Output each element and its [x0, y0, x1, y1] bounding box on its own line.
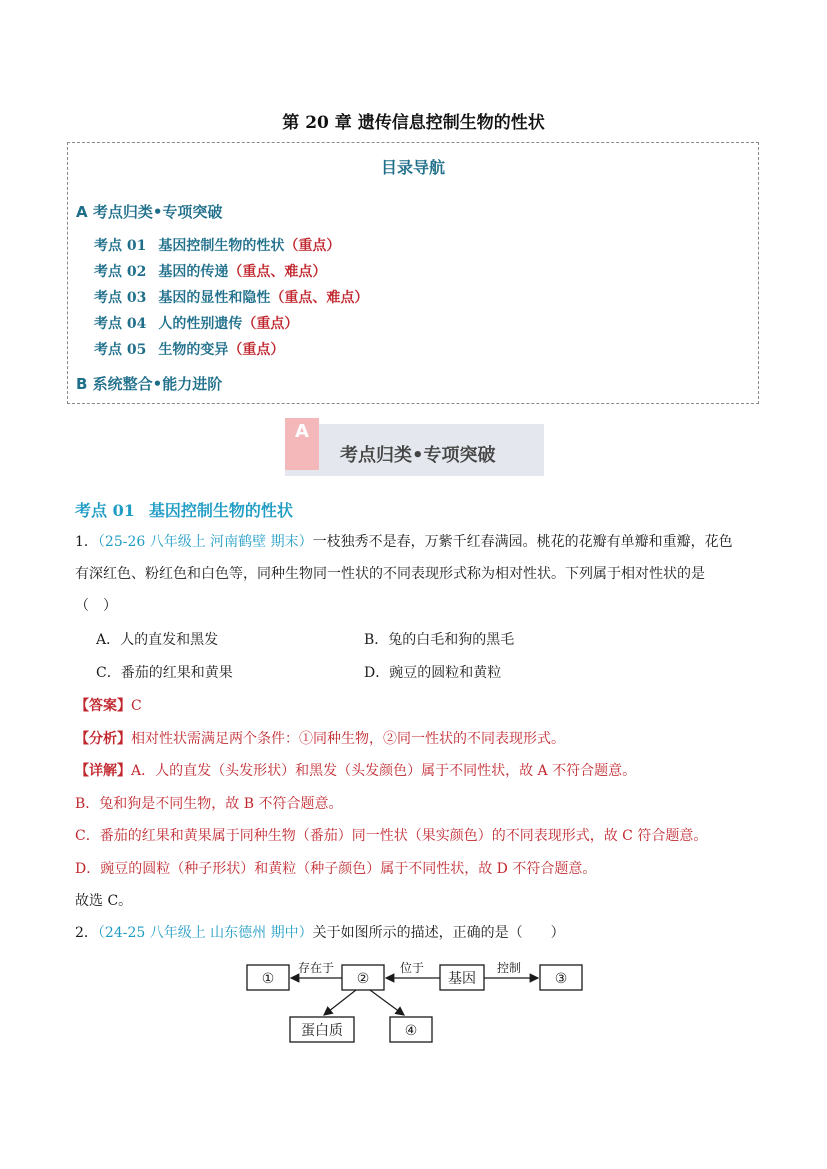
q1-option-a[interactable]: A．人的直发和黑发	[96, 632, 219, 648]
kp1-num: 考点 01	[75, 501, 135, 520]
toc-item-5[interactable]	[94, 339, 284, 359]
label-controls: 控制	[496, 961, 522, 975]
toc-item-tag: （重点、难点）	[228, 264, 327, 280]
label-exists: 存在于	[297, 961, 335, 975]
q1-source: （25-26 八年级上 河南鹤壁 期末）	[97, 534, 313, 550]
diagram-gene-label: 基因	[448, 971, 476, 987]
toc-item-tag: （重点）	[228, 342, 285, 358]
toc-item-text: 基因的显性和隐性	[158, 290, 271, 306]
toc-item-2[interactable]	[94, 261, 326, 281]
toc-item-num: 考点 05	[94, 342, 147, 358]
q1-paren: （ ）	[75, 598, 117, 614]
toc-item-text: 基因控制生物的性状	[158, 238, 285, 254]
q1-stem-text1: 一枝独秀不是春，万紫千红春满园。桃花的花瓣有单瓣和重瓣，花色	[312, 534, 733, 550]
toc-section-b[interactable]: B 系统整合•能力进阶	[76, 375, 223, 393]
answer-label: 【答案】	[75, 698, 131, 714]
kp1-title: 基因控制生物的性状	[148, 501, 293, 520]
toc-item-num: 考点 03	[94, 290, 147, 306]
arrow-to-4	[370, 990, 404, 1015]
banner-text: 考点归类•专项突破	[340, 445, 496, 466]
toc-item-3[interactable]	[94, 287, 368, 307]
toc-item-num: 考点 01	[94, 238, 147, 254]
toc-item-tag: （重点）	[284, 238, 341, 254]
detail-a-text: A．人的直发（头发形状）和黑发（头发颜色）属于不同性状，故 A 不符合题意。	[131, 763, 637, 779]
analysis-text: 相对性状需满足两个条件：①同种生物，②同一性状的不同表现形式。	[131, 731, 565, 747]
toc-item-4[interactable]	[94, 313, 298, 333]
q1-detail-d: D．豌豆的圆粒（种子形状）和黄粒（种子颜色）属于不同性状，故 D 不符合题意。	[75, 861, 597, 877]
diagram-protein-label: 蛋白质	[301, 1023, 343, 1039]
detail-label: 【详解】	[75, 763, 131, 779]
toc-item-text: 基因的传递	[158, 264, 229, 280]
arrow-to-protein	[324, 990, 356, 1015]
toc-item-text: 人的性别遗传	[158, 316, 243, 332]
toc-item-num: 考点 02	[94, 264, 147, 280]
diagram-box-2-label: ②	[356, 971, 370, 987]
q1-analysis	[75, 728, 565, 748]
q1-option-c[interactable]: C．番茄的红果和黄果	[96, 665, 233, 681]
q1-option-b[interactable]: B．兔的白毛和狗的黑毛	[364, 632, 515, 648]
toc-item-tag: （重点）	[242, 316, 299, 332]
q2-num: 2．	[75, 925, 98, 941]
label-located: 位于	[399, 961, 425, 975]
q1-answer	[75, 695, 142, 715]
toc-item-text: 生物的变异	[158, 342, 229, 358]
toc-section-a[interactable]: A 考点归类•专项突破	[76, 203, 223, 221]
banner-letter: A	[295, 421, 309, 442]
q1-stem-line1	[75, 531, 757, 553]
diagram-box-1-label: ①	[261, 971, 275, 987]
q1-option-d[interactable]: D．豌豆的圆粒和黄粒	[364, 665, 502, 681]
diagram-box-3-label: ③	[554, 971, 568, 987]
toc-item-num: 考点 04	[94, 316, 147, 332]
answer-value: C	[131, 698, 142, 714]
q1-detail-c: C．番茄的红果和黄果属于同种生物（番茄）同一性状（果实颜色）的不同表现形式，故 C 符合题意。	[75, 828, 708, 844]
toc-item-1[interactable]	[94, 235, 340, 255]
q2-stem	[75, 922, 757, 944]
analysis-label: 【分析】	[75, 731, 131, 747]
toc-item-tag: （重点、难点）	[270, 290, 369, 306]
gene-protein-diagram	[244, 955, 589, 1050]
toc-heading: 目录导航	[380, 158, 445, 177]
document-title: 第 20 章 遗传信息控制生物的性状	[282, 113, 545, 133]
diagram-box-4-label: ④	[404, 1023, 418, 1039]
q1-num: 1．	[75, 534, 98, 550]
q1-stem-line2: 有深红色、粉红色和白色等，同种生物同一性状的不同表现形式称为相对性状。下列属于相对性状的是	[75, 566, 705, 582]
q2-source: （24-25 八年级上 山东德州 期中）	[97, 925, 313, 941]
kp1-heading	[75, 498, 293, 521]
q1-detail-a	[75, 760, 636, 780]
q1-conclusion: 故选 C。	[75, 893, 133, 909]
q2-stem-text: 关于如图所示的描述，正确的是（ ）	[312, 925, 565, 941]
q1-detail-b: B．兔和狗是不同生物，故 B 不符合题意。	[75, 796, 343, 812]
toc-box	[67, 142, 759, 404]
